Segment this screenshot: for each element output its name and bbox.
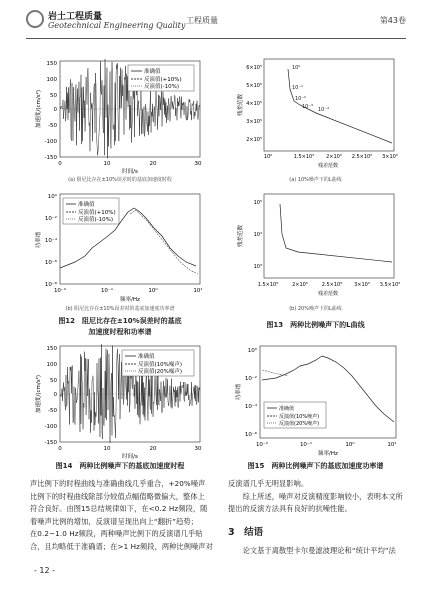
svg-text:频率/Hz: 频率/Hz (120, 297, 140, 303)
fig14-chart (30, 340, 210, 460)
section-title: 3 结语 (228, 527, 264, 538)
svg-text:10⁰: 10⁰ (148, 288, 158, 294)
svg-text:残差范数: 残差范数 (238, 224, 244, 248)
svg-text:3×10⁵: 3×10⁵ (382, 154, 398, 160)
svg-text:10⁻⁶: 10⁻⁶ (244, 432, 257, 438)
svg-text:10⁵: 10⁵ (253, 200, 262, 206)
svg-text:反演值(20%噪声): 反演值(20%噪声) (138, 369, 183, 375)
svg-text:2.5×10⁵: 2.5×10⁵ (351, 154, 373, 160)
svg-text:10¹: 10¹ (193, 288, 203, 294)
svg-text:反演值(-10%): 反演值(-10%) (144, 84, 180, 90)
header-section: 工程质量 (186, 16, 218, 25)
svg-text:10⁻³: 10⁻³ (302, 104, 314, 110)
svg-text:2.5×10⁵: 2.5×10⁵ (321, 282, 343, 288)
svg-text:1.5×10⁵: 1.5×10⁵ (293, 154, 315, 160)
body-text-left: 声比例下的时程曲线与准确曲线几乎重合，+20%噪声 比例下的时程曲线除部分较值点幅值略微偏大，整体上 符合良好。由图15总结规律如下，在<0.2 Hz频段，随 着噪声比例的增加，反演谱呈现出向上“翻折”趋势； 在0.2~1.0 Hz频段，两种噪声比例下的反演谱几乎贴 合，且均略低于准确谱；在>1 Hz频段，两种比例噪声对 (30, 479, 213, 551)
svg-text:2×10⁵: 2×10⁵ (292, 282, 308, 288)
fig12a-caption: (a) 阻尼比存在±10%误差时的基底加速度时程 (68, 177, 172, 183)
fig13-caption: 图13 两种比例噪声下的L曲线 (266, 321, 365, 329)
svg-text:功率谱: 功率谱 (236, 383, 242, 401)
svg-text:0: 0 (53, 107, 57, 113)
svg-text:10⁻²: 10⁻² (255, 442, 269, 448)
page-header (26, 8, 406, 38)
svg-text:加速度/(cm/s²): 加速度/(cm/s²) (36, 90, 42, 128)
svg-text:10³: 10³ (253, 264, 262, 270)
svg-text:10⁻²: 10⁻² (53, 288, 67, 294)
svg-text:3×10⁵: 3×10⁵ (246, 119, 262, 125)
svg-text:6×10⁵: 6×10⁵ (246, 65, 262, 71)
svg-text:-50: -50 (48, 123, 57, 129)
svg-text:时间/s: 时间/s (122, 454, 138, 460)
svg-text:频率/Hz: 频率/Hz (318, 451, 338, 457)
svg-text:10⁻⁴: 10⁻⁴ (318, 107, 330, 113)
svg-text:-100: -100 (44, 424, 57, 430)
svg-text:反演值(-10%): 反演值(-10%) (78, 217, 114, 223)
svg-text:10: 10 (103, 446, 111, 452)
svg-text:反演值(10%噪声): 反演值(10%噪声) (138, 362, 183, 368)
svg-text:10⁰: 10⁰ (47, 194, 57, 200)
svg-text:-150: -150 (44, 155, 57, 161)
svg-text:准确值: 准确值 (138, 354, 155, 360)
journal-logo-icon (26, 10, 44, 28)
svg-text:150: 150 (46, 61, 57, 67)
svg-text:10⁻⁴: 10⁻⁴ (244, 404, 257, 410)
svg-text:反演值(20%噪声): 反演值(20%噪声) (279, 421, 320, 427)
svg-text:10⁰: 10⁰ (247, 348, 257, 354)
fig15-legend (264, 402, 326, 428)
svg-text:准确值: 准确值 (78, 202, 95, 208)
svg-text:10: 10 (103, 161, 111, 167)
header-volume: 第43卷 (379, 16, 406, 25)
fig14-legend (122, 350, 194, 376)
svg-text:0: 0 (53, 392, 57, 398)
svg-text:时间/s: 时间/s (122, 169, 138, 175)
svg-text:50: 50 (50, 378, 57, 384)
svg-text:10⁻¹: 10⁻¹ (292, 85, 304, 91)
fig15-caption: 图15 两种比例噪声下的基底加速度功率谱 (247, 462, 384, 470)
svg-text:4×10⁵: 4×10⁵ (246, 101, 262, 107)
fig13b-caption: (b) 20%噪声下的L曲线 (289, 306, 342, 312)
svg-text:-150: -150 (44, 440, 57, 446)
fig12b-legend (63, 198, 119, 224)
svg-text:100: 100 (46, 77, 57, 83)
svg-text:1.5×10⁵: 1.5×10⁵ (257, 282, 279, 288)
svg-text:残差范数: 残差范数 (317, 291, 339, 297)
fig13b-chart (228, 190, 403, 308)
svg-text:3×10⁵: 3×10⁵ (354, 282, 370, 288)
svg-text:10¹: 10¹ (387, 442, 397, 448)
svg-text:10⁻²: 10⁻² (44, 216, 57, 222)
fig12a-legend (128, 65, 194, 91)
svg-text:150: 150 (46, 346, 57, 352)
svg-text:10⁰: 10⁰ (292, 65, 301, 71)
fig12a-chart (30, 55, 210, 175)
svg-text:0: 0 (58, 161, 62, 167)
fig14-caption: 图14 两种比例噪声下的基底加速度时程 (55, 462, 185, 470)
fig13a-chart (228, 55, 403, 175)
svg-text:10⁴: 10⁴ (253, 232, 262, 238)
svg-text:加速度/(cm/s²): 加速度/(cm/s²) (36, 375, 42, 413)
svg-text:准确值: 准确值 (279, 406, 295, 412)
journal-name-en: Geotechnical Engineering Quality (48, 21, 186, 30)
svg-text:20: 20 (149, 446, 157, 452)
svg-text:10⁻²: 10⁻² (295, 96, 307, 102)
svg-text:10⁻²: 10⁻² (244, 376, 257, 382)
journal-name-cn: 岩土工程质量 (48, 12, 103, 22)
fig13b-lcurve (280, 204, 392, 262)
svg-text:准确值: 准确值 (144, 69, 161, 75)
page-number: - 12 - (34, 566, 56, 575)
svg-text:10⁰: 10⁰ (345, 442, 355, 448)
svg-text:10⁻¹: 10⁻¹ (299, 442, 313, 448)
svg-text:10⁻¹: 10⁻¹ (100, 288, 114, 294)
svg-text:10⁻⁶: 10⁻⁶ (44, 260, 57, 266)
body-text-right-cont: 论文基于离散型卡尔曼滤波理论和“统计平均”法 (228, 546, 396, 555)
svg-text:3.5×10⁵: 3.5×10⁵ (379, 282, 401, 288)
svg-text:20: 20 (149, 161, 157, 167)
svg-text:10⁻⁴: 10⁻⁴ (44, 238, 57, 244)
svg-text:功率谱: 功率谱 (36, 231, 42, 249)
header-rule (26, 38, 406, 39)
svg-text:5×10⁵: 5×10⁵ (246, 83, 262, 89)
fig13a-caption: (a) 10%噪声下的L曲线 (289, 177, 342, 183)
svg-text:10⁰: 10⁰ (263, 154, 273, 160)
fig12b-chart (30, 190, 210, 308)
svg-text:2×10⁵: 2×10⁵ (246, 137, 262, 143)
svg-text:反演值(+10%): 反演值(+10%) (78, 210, 116, 216)
svg-text:2×10⁵: 2×10⁵ (326, 154, 342, 160)
body-text-right: 反演谱几乎无明显影响。 综上所述，噪声对反演精度影响较小，表明本文所 提出的反演方法具有良好的抗噪性能。 (228, 479, 403, 513)
svg-text:30: 30 (194, 161, 202, 167)
svg-text:-100: -100 (44, 139, 57, 145)
svg-text:残差范数: 残差范数 (317, 163, 339, 169)
svg-text:50: 50 (50, 93, 57, 99)
fig12b-caption: (b) 阻尼比存在±10%误差时的基底加速度功率谱 (65, 306, 175, 312)
svg-text:反演值(+10%): 反演值(+10%) (144, 77, 182, 83)
svg-text:-50: -50 (48, 408, 57, 414)
svg-text:100: 100 (46, 362, 57, 368)
svg-text:残差范数: 残差范数 (238, 93, 244, 117)
fig12-caption: 图12 阻尼比存在±10%误差时的基底 加速度时程和功率谱 (58, 317, 182, 336)
svg-text:30: 30 (194, 446, 202, 452)
svg-text:0: 0 (58, 446, 62, 452)
svg-text:10⁻⁸: 10⁻⁸ (44, 282, 57, 288)
fig15-chart (228, 340, 403, 460)
svg-text:反演值(10%噪声): 反演值(10%噪声) (279, 414, 320, 420)
